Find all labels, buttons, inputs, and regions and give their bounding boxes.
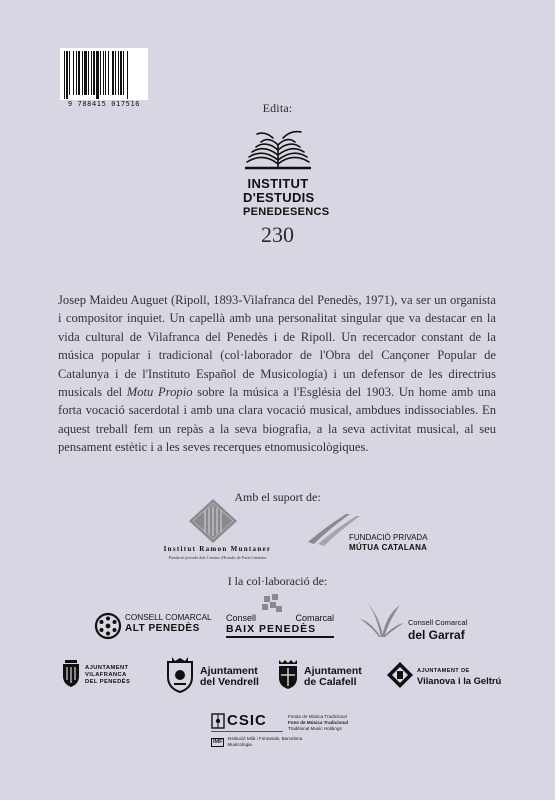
iep-line3: PENEDESENCS <box>243 206 330 218</box>
barcode-bar <box>105 51 106 95</box>
barcode-bar <box>91 51 92 95</box>
vilafranca-line1: AJUNTAMENT <box>85 665 129 671</box>
barcode-bar <box>93 51 95 95</box>
calafell-line1: Ajuntament <box>304 665 362 677</box>
support-label: Amb el suport de: <box>234 490 321 504</box>
vilanova-shield-icon <box>386 661 414 689</box>
barcode-bar <box>120 51 122 95</box>
motu-propio-italic: Motu Propio <box>126 385 193 400</box>
barcode-bar <box>127 51 128 99</box>
garraf-logo <box>408 618 467 642</box>
garraf-line1: Consell Comarcal <box>408 618 468 627</box>
alt-penedes-emblem-icon <box>94 612 122 640</box>
alt-penedes-logo <box>125 613 212 634</box>
vilafranca-line2: VILAFRANCA <box>85 672 127 678</box>
csic-line1: Fondo de Música Tradicional <box>288 714 347 719</box>
vilanova-line1: AJUNTAMENT DE <box>417 668 470 674</box>
mutua-line1: FUNDACIÓ PRIVADA <box>349 533 428 542</box>
barcode-bar <box>100 51 101 95</box>
barcode-bar <box>78 51 80 95</box>
garraf-line2: del Garraf <box>408 628 465 642</box>
barcode-bar <box>118 51 119 95</box>
barcode-bar <box>123 51 124 95</box>
csic-wordmark: CSIC <box>227 712 267 729</box>
series-number: 230 <box>261 222 294 247</box>
vilafranca-logo <box>85 665 130 686</box>
imf-line2: Musicologia <box>227 742 252 747</box>
imf-badge: IMF <box>213 738 223 745</box>
mutua-line2: MÚTUA CATALANA <box>349 543 428 552</box>
calafell-shield-icon <box>276 660 300 690</box>
baix-penedes-underline <box>226 636 334 638</box>
barcode-bar <box>103 51 104 95</box>
imf-text <box>227 736 302 748</box>
imf-line1: Institució Milà i Fontanals, Barcelona <box>227 736 303 741</box>
barcode-bar <box>82 51 83 95</box>
ramon-muntaner-subtitle: Fundació privada dels Centres d'Estudis de Parla Catalana <box>168 555 267 560</box>
barcode-bar <box>84 51 87 95</box>
vendrell-logo <box>200 666 259 688</box>
csic-divider <box>211 731 283 732</box>
barcode-bar <box>96 51 99 99</box>
barcode-bar <box>108 51 109 95</box>
vendrell-shield-icon <box>163 657 197 693</box>
barcode-bar <box>88 51 89 95</box>
vilanova-line2: Vilanova i la Geltrú <box>417 675 502 686</box>
barcode <box>60 48 148 100</box>
vilanova-logo <box>417 668 501 686</box>
baix-penedes-consell: Consell <box>226 613 257 623</box>
vilafranca-shield-icon <box>60 660 82 688</box>
alt-penedes-line2: ALT PENEDÈS <box>125 623 200 634</box>
barcode-bar <box>115 51 116 95</box>
mutua-catalana-text <box>349 533 428 553</box>
calafell-line2: de Calafell <box>304 676 357 688</box>
baix-penedes-comarcal: Comarcal <box>295 613 334 623</box>
ramon-muntaner-name: Institut Ramon Muntaner <box>163 545 272 553</box>
barcode-bar <box>64 51 65 99</box>
barcode-bar <box>69 51 70 95</box>
description-text: Josep Maideu Auguet (Ripoll, 1893-Vilafranca del Penedès, 1971), va ser un organista i compositor inquiet. Un capellà amb una personalitat singular que va destacar en la vida cultural de Vilafranca del Penedès i de Ripoll. Un recercador constant de la música popular i tradicional (col·laborador de l'Obra del Cançoner Popular de Catalunya i de l'Instituto Español de Musicología) i un defensor de les directrius musicals del Motu Propio sobre la música a l'Església del 1903. Un home amb una forta vocació sacerdotal i amb una clara vocació musical, ambdues indissociables. En aquest treball fem un repàs a la seva biografia, a la seva activitat musical, al seu pensament estètic i a les seves recerques etnomusicològiques. <box>58 293 496 455</box>
barcode-bar <box>76 51 77 95</box>
collaboration-label: I la col·laboració de: <box>227 574 328 588</box>
vendrell-line2: del Vendrell <box>200 676 259 688</box>
csic-holdings-text <box>288 714 348 732</box>
csic-emblem-icon <box>211 712 225 730</box>
vilafranca-line3: DEL PENEDÈS <box>85 679 131 685</box>
iep-line2: D'ESTUDIS <box>243 190 315 205</box>
iep-line1: INSTITUT <box>247 176 309 191</box>
barcode-bar <box>73 51 74 95</box>
baix-penedes-line2: BAIX PENEDÈS <box>226 623 317 635</box>
barcode-bar <box>112 51 114 95</box>
alt-penedes-line1: CONSELL COMARCAL <box>125 613 212 622</box>
vendrell-line1: Ajuntament <box>200 665 258 677</box>
imf-logo <box>211 736 302 748</box>
book-description <box>58 291 496 457</box>
barcode-bar <box>66 51 68 99</box>
isbn-number: 9 788415 017516 <box>67 100 141 108</box>
calafell-logo <box>304 666 362 688</box>
csic-line3: Traditional Music Holdings <box>288 726 342 731</box>
edita-label: Edita: <box>262 101 293 115</box>
garraf-plant-icon <box>356 597 406 639</box>
ramon-muntaner-emblem-icon <box>187 498 239 544</box>
baix-penedes-logo <box>226 613 334 638</box>
csic-line2: Fons de Música Tradicional <box>288 720 348 725</box>
book-logo-icon <box>243 128 313 172</box>
